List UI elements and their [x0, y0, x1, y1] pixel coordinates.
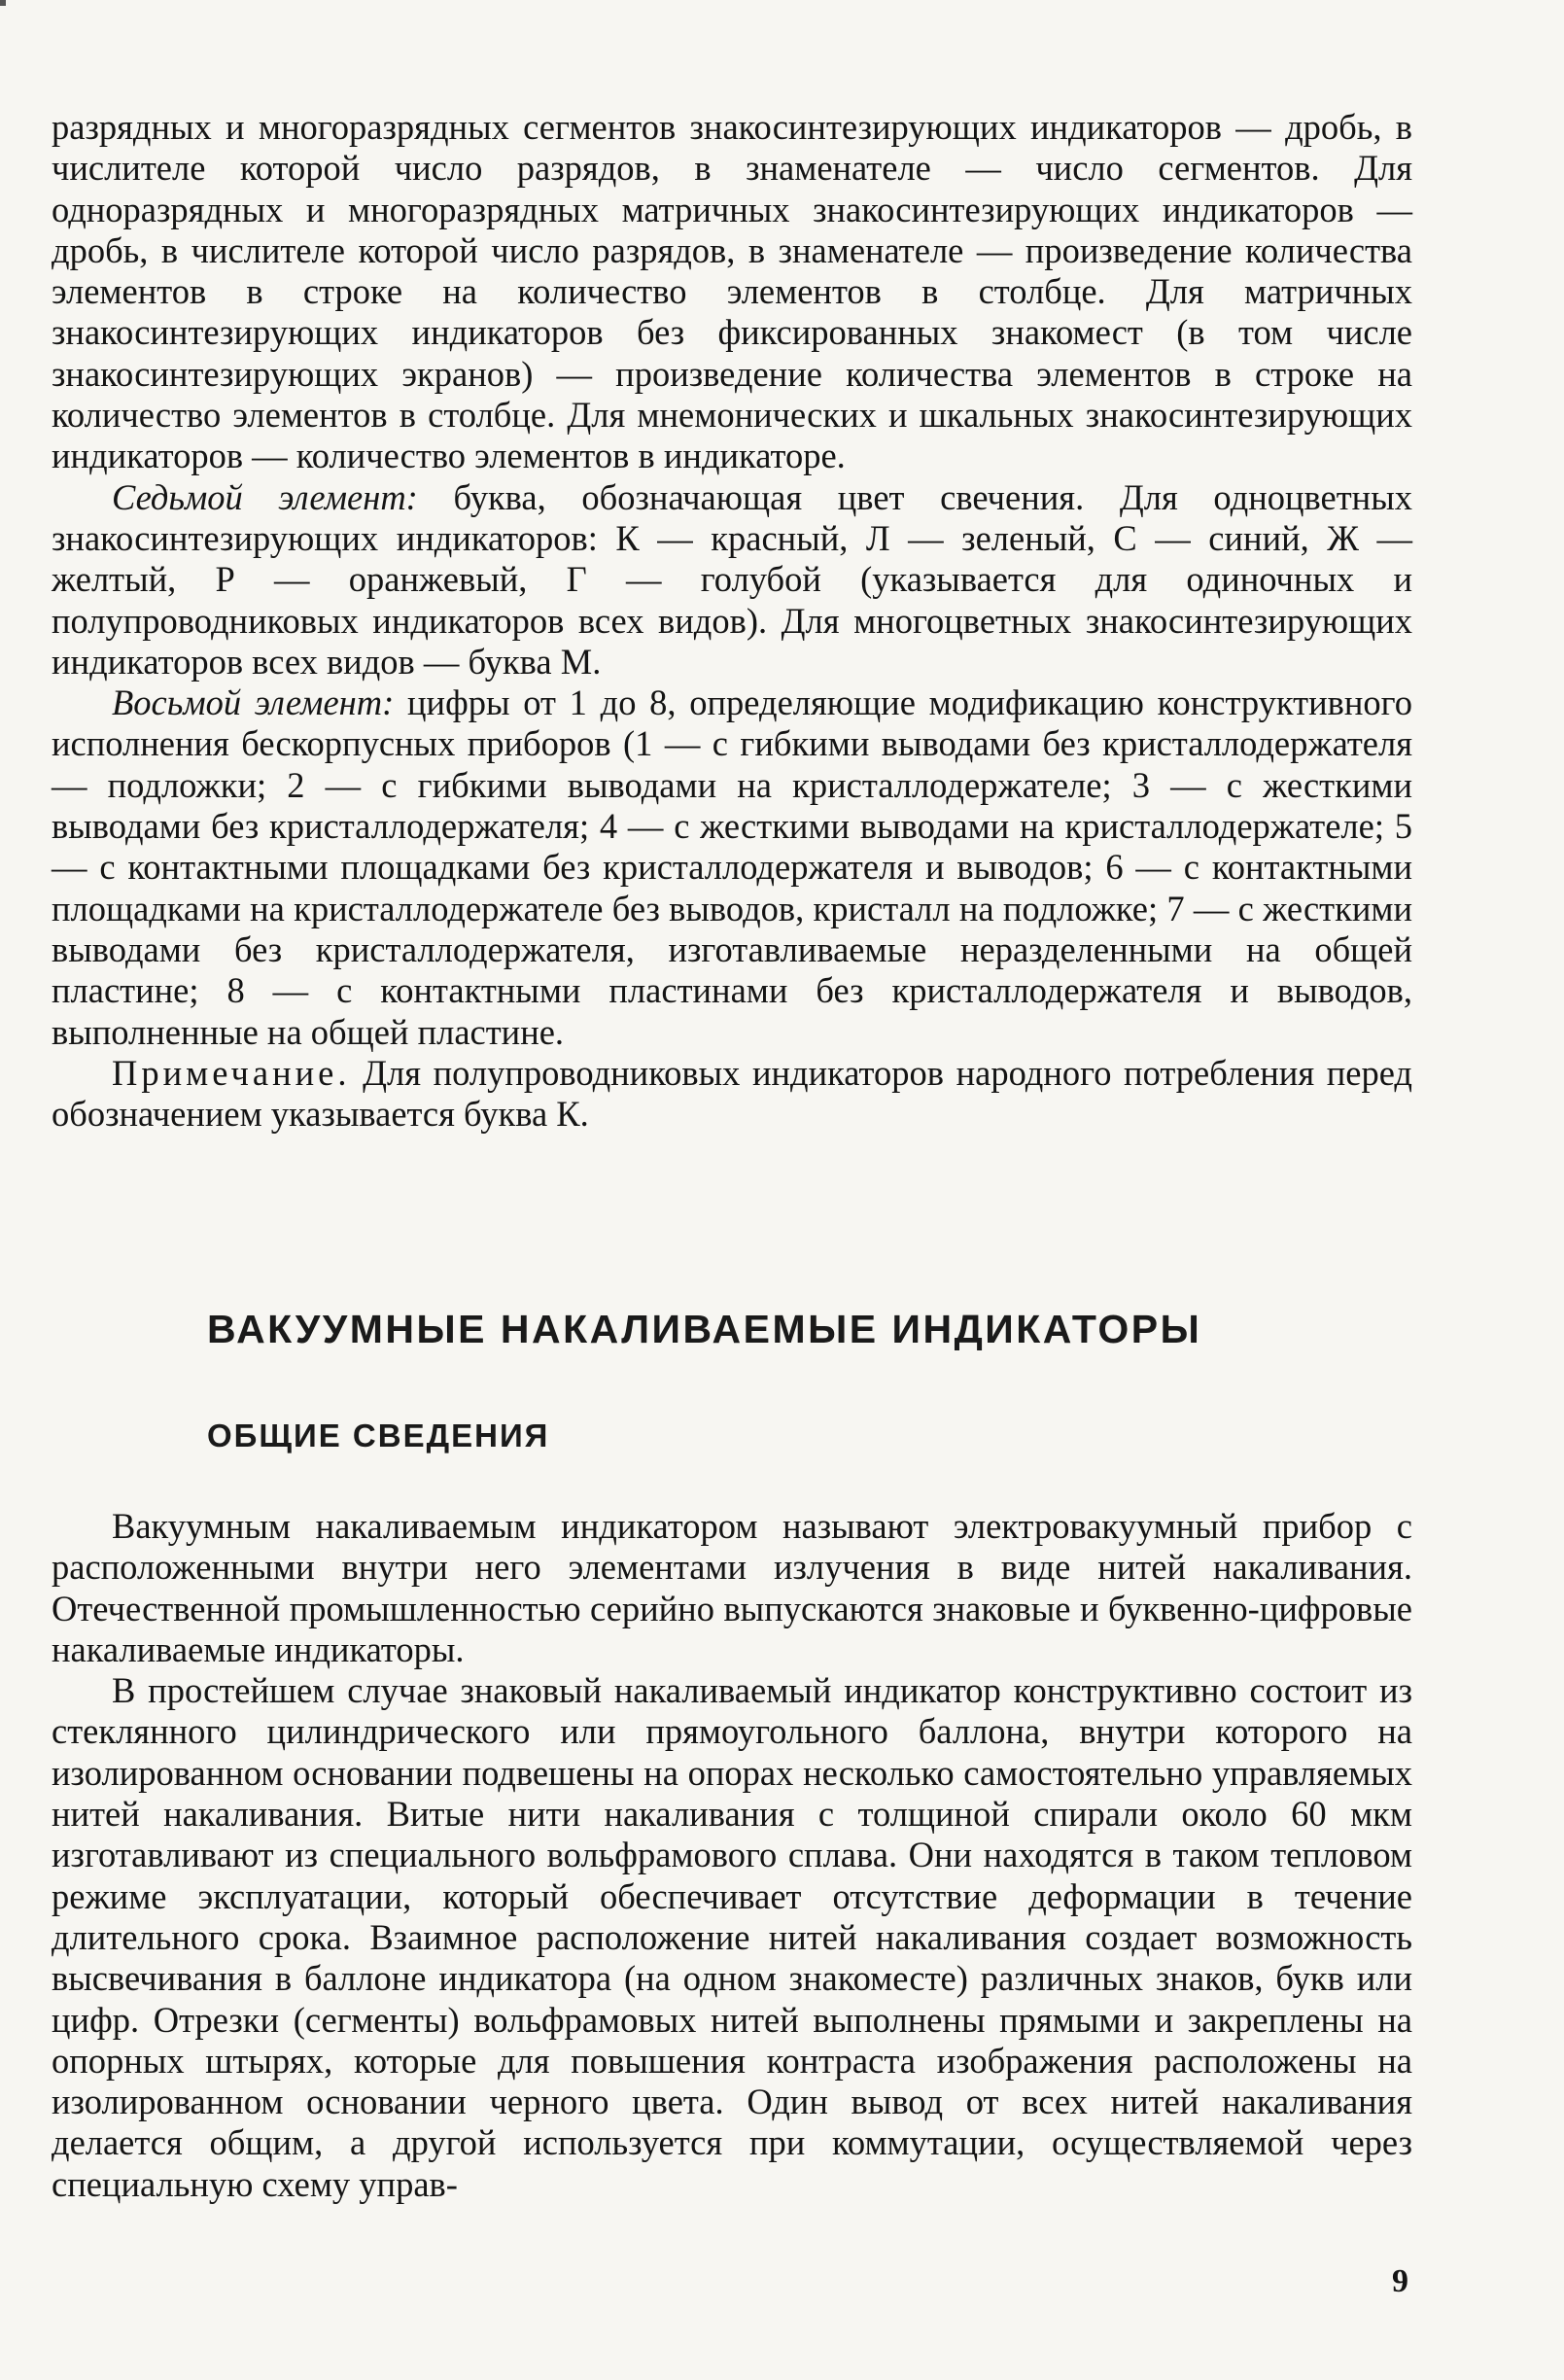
subsection-title: ОБЩИЕ СВЕДЕНИЯ [207, 1418, 550, 1453]
paragraph-construction: В простейшем случае знаковый накаливаемый индикатор конструктивно состоит из стеклянного цилиндрического или прямоугольного баллона, внутри которого на изолированном основании подвешены на опорах несколько самостоятельно управляемых нитей накаливания. Витые нити накаливания с толщиной спирали около 60 мкм изготавливают из специального вольфрамового сплава. Они находятся в таком тепловом режиме эксплуатации, который обеспечивает отсутствие деформации в течение длительного срока. Взаимное расположение нитей накаливания создает возможность высвечивания в баллоне индикатора (на одном знакоместе) различных знаков, букв или цифр. Отрезки (сегменты) вольфрамовых нитей выполнены прямыми и закреплены на опорных штырях, которые для повышения контраста изображения расположены на изолированном основании черного цвета. Один вывод от всех нитей накаливания делается общим, а другой используется при коммутации, осуществляемой через специальную схему управ- [52, 1670, 1412, 2204]
note-label: Примечание. [112, 1052, 351, 1093]
paragraph-seventh-element [52, 477, 1412, 682]
section-title: ВАКУУМНЫЕ НАКАЛИВАЕМЫЕ ИНДИКАТОРЫ [207, 1307, 1202, 1351]
scan-edge-mark [0, 0, 6, 6]
seventh-element-text: буква, обозначающая цвет свечения. Для одноцветных знакосинтезирующих индикаторов: К — красный, Л — зеленый, С — синий, Ж — желтый, Р — оранжевый, Г — голубой (указывается для одиночных и полупроводниковых индикаторов всех видов). Для многоцветных знакосинтезирующих индикаторов всех видов — буква М. [52, 476, 1412, 682]
text-block-top [52, 107, 1412, 1135]
text-block-bottom [52, 1506, 1412, 2205]
seventh-element-label: Седьмой элемент: [112, 476, 418, 517]
paragraph-digits: разрядных и многоразрядных сегментов знакосинтезирующих индикаторов — дробь, в числителе которой число разрядов, в знаменателе — число сегментов. Для одноразрядных и многоразрядных матричных знакосинтезирующих индикаторов — дробь, в числителе которой число разрядов, в знаменателе — произведение количества элементов в строке на количество элементов в столбце. Для матричных знакосинтезирующих индикаторов без фиксированных знакомест (в том числе знакосинтезирующих экранов) — произведение количества элементов в строке на количество элементов в столбце. Для мнемонических и шкальных знакосинтезирующих индикаторов — количество элементов в индикаторе. [52, 107, 1412, 476]
paragraph-eighth-element [52, 682, 1412, 1053]
page-number: 9 [1392, 2263, 1408, 2299]
eighth-element-label: Восьмой элемент: [112, 682, 395, 723]
eighth-element-text: цифры от 1 до 8, определяющие модификацию конструктивного исполнения бескорпусных приборов (1 — с гибкими выводами без кристаллодержателя — подложки; 2 — с гибкими выводами на кристаллодержателе; 3 — с жесткими выводами без кристаллодержателя; 4 — с жесткими выводами на кристаллодержателе; 5— с контактными площадками без кристаллодержателя и выводов; 6 — с контактными площадками на кристаллодержателе без выводов, кристалл на подложке; 7 — с жесткими выводами без кристаллодержателя, изготавливаемые неразделенными на общей пластине; 8 — с контактными пластинами без кристаллодержателя и выводов, выполненные на общей пластине. [52, 682, 1412, 1052]
paragraph-definition: Вакуумным накаливаемым индикатором называют электровакуумный прибор с расположенными внутри него элементами излучения в виде нитей накаливания. Отечественной промышленностью серийно выпускаются знаковые и буквенно-цифровые накаливаемые индикаторы. [52, 1506, 1412, 1669]
paragraph-note [52, 1053, 1412, 1136]
note-text: Для полупроводниковых индикаторов народного потребления перед обозначением указывается буква К. [52, 1052, 1412, 1135]
